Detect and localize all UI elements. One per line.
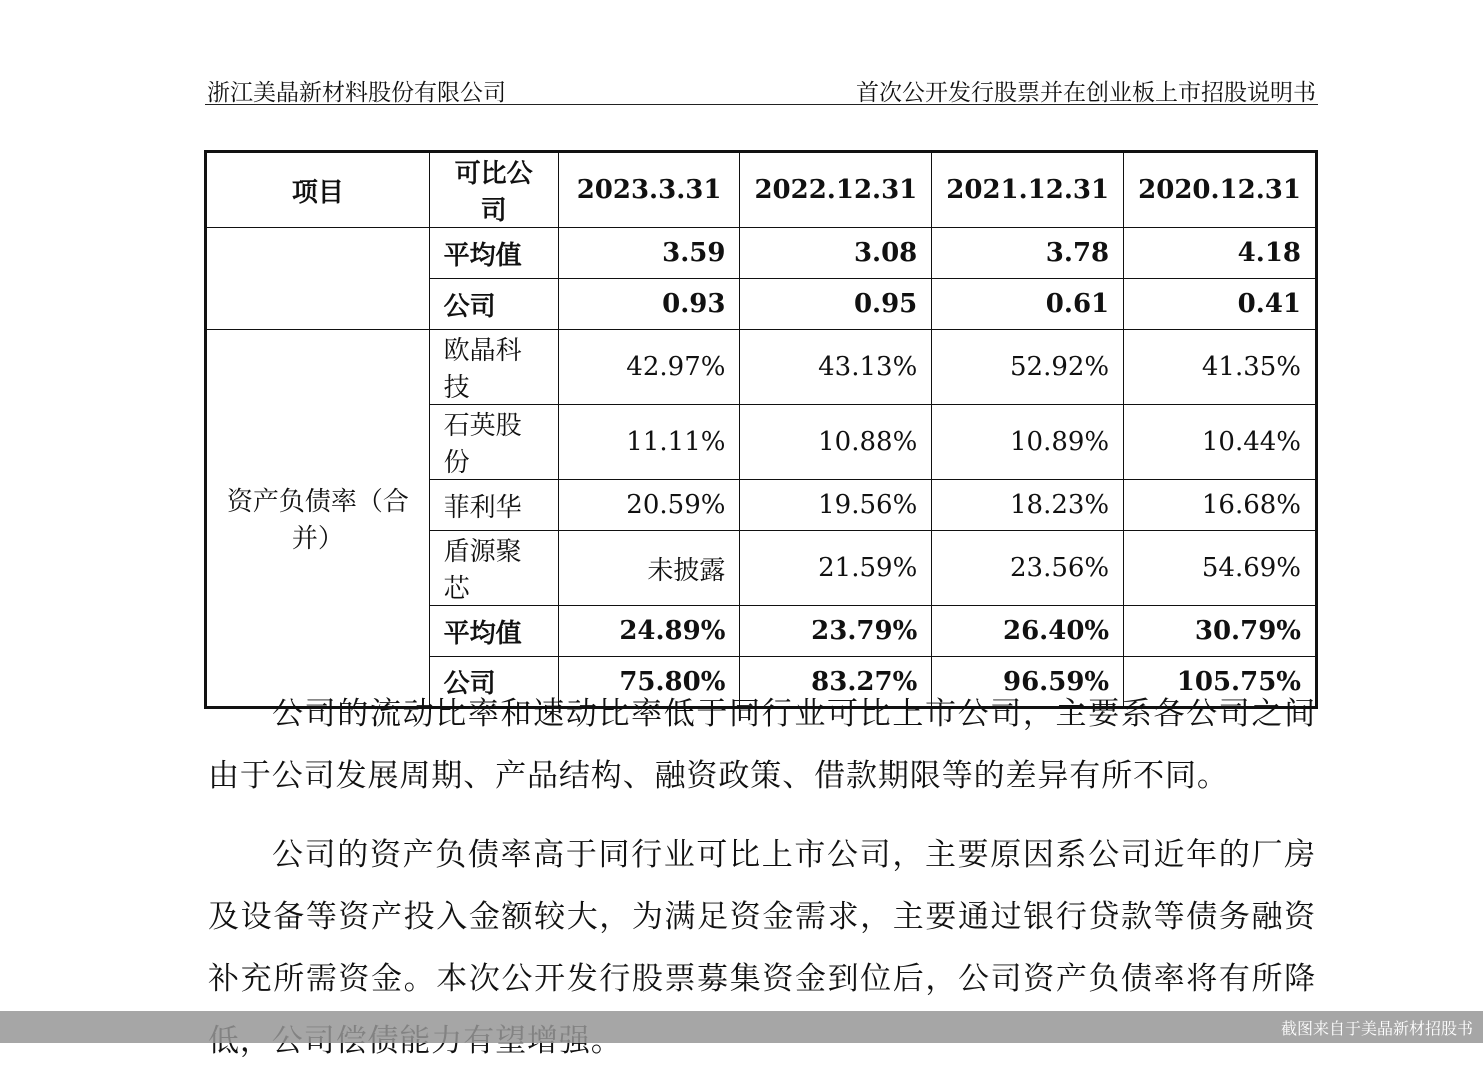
cell-value: 0.61 xyxy=(932,279,1124,330)
cell-value: 10.89% xyxy=(932,405,1124,480)
cell-value: 3.08 xyxy=(740,228,932,279)
cell-value: 54.69% xyxy=(1124,531,1317,606)
company-name: 浙江美晶新材料股份有限公司 xyxy=(207,80,506,106)
table-header-row xyxy=(206,152,1317,228)
body-paragraph: 公司的流动比率和速动比率低于同行业可比上市公司，主要系各公司之间由于公司发展周期、产品结构、融资政策、借款期限等的差异有所不同。 xyxy=(208,696,1316,794)
cell-value: 19.56% xyxy=(740,480,932,531)
cell-value: 96.59% xyxy=(932,657,1124,708)
row-item-label: 资产负债率（合并） xyxy=(206,330,430,708)
cell-value: 24.89% xyxy=(558,606,740,657)
comparison-table xyxy=(204,150,1318,709)
cell-value: 75.80% xyxy=(558,657,740,708)
table-row xyxy=(206,330,1317,405)
header-date: 2023.3.31 xyxy=(558,152,740,228)
cell-value: 23.56% xyxy=(932,531,1124,606)
header-date: 2021.12.31 xyxy=(932,152,1124,228)
cell-value: 83.27% xyxy=(740,657,932,708)
source-caption-bar xyxy=(0,1011,1483,1043)
cell-value: 0.95 xyxy=(740,279,932,330)
body-paragraph: 公司的资产负债率高于同行业可比上市公司，主要原因系公司近年的厂房及设备等资产投入金额较大，为满足资金需求，主要通过银行贷款等债务融资补充所需资金。本次公开发行股票募集资金到位后，公司资产负债率将有所降 xyxy=(208,837,1316,997)
cell-value: 10.88% xyxy=(740,405,932,480)
cell-value: 未披露 xyxy=(558,531,740,606)
row-name: 平均值 xyxy=(429,228,558,279)
cell-value: 3.78 xyxy=(932,228,1124,279)
row-name: 盾源聚芯 xyxy=(429,531,558,606)
row-name: 菲利华 xyxy=(429,480,558,531)
row-name: 公司 xyxy=(429,657,558,708)
cell-value: 43.13% xyxy=(740,330,932,405)
cell-value: 0.41 xyxy=(1124,279,1317,330)
cell-value: 52.92% xyxy=(932,330,1124,405)
cell-value: 23.79% xyxy=(740,606,932,657)
cell-value: 26.40% xyxy=(932,606,1124,657)
header-date: 2020.12.31 xyxy=(1124,152,1317,228)
header-peer: 可比公司 xyxy=(429,152,558,228)
page-header xyxy=(205,70,1318,105)
row-name: 公司 xyxy=(429,279,558,330)
cell-value: 42.97% xyxy=(558,330,740,405)
document-title: 首次公开发行股票并在创业板上市招股说明书 xyxy=(856,80,1316,106)
row-name: 欧晶科技 xyxy=(429,330,558,405)
header-item: 项目 xyxy=(206,152,430,228)
cell-value: 10.44% xyxy=(1124,405,1317,480)
cell-value: 0.93 xyxy=(558,279,740,330)
cell-value: 18.23% xyxy=(932,480,1124,531)
row-item-label xyxy=(206,228,430,330)
cell-value: 105.75% xyxy=(1124,657,1317,708)
header-date: 2022.12.31 xyxy=(740,152,932,228)
source-caption: 截图来自于美晶新材招股书 xyxy=(1280,1019,1473,1038)
cell-value: 4.18 xyxy=(1124,228,1317,279)
cell-value: 16.68% xyxy=(1124,480,1317,531)
cell-value: 30.79% xyxy=(1124,606,1317,657)
cell-value: 21.59% xyxy=(740,531,932,606)
cell-value: 3.59 xyxy=(558,228,740,279)
cell-value: 11.11% xyxy=(558,405,740,480)
cell-value: 20.59% xyxy=(558,480,740,531)
row-name: 平均值 xyxy=(429,606,558,657)
row-name: 石英股份 xyxy=(429,405,558,480)
table-row xyxy=(206,228,1317,279)
cell-value: 41.35% xyxy=(1124,330,1317,405)
